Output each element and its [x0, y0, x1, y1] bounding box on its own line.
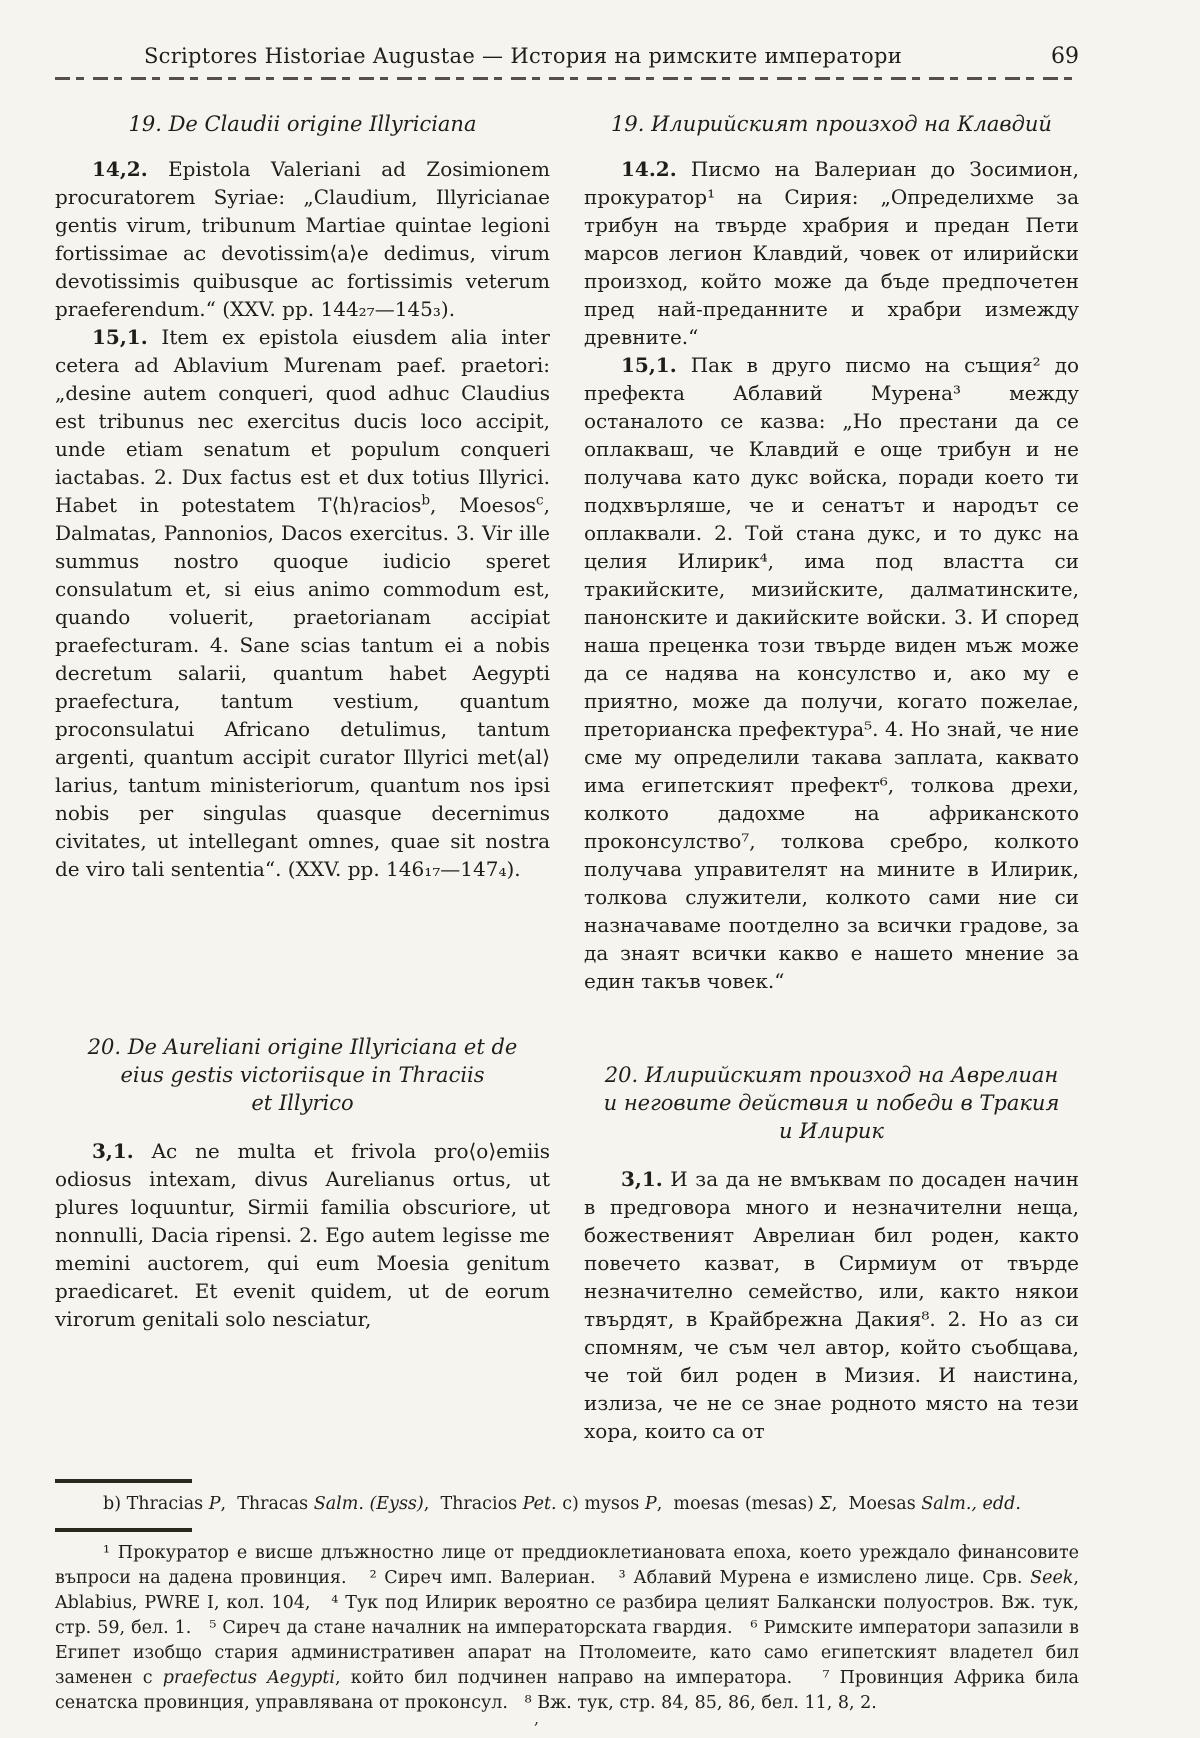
page-footer — [55, 1479, 1079, 1716]
header-rule — [55, 77, 1079, 80]
bulgarian-paragraph-3-1: 3,1. И за да не вмъквам по досаден начин в предговора много и незначителни неща, божественият Аврелиан бил роден, както повечето казват, в Сирмиум от твърде незначително семейство, или, както някои твърдят, в Крайбрежна Дакия⁸. 2. Но аз си спомням, че съм чел автор, който съобщава, че той бил роден в Мизия. И наистина, излиза, че не се знае родното място на тези хора, които са от — [584, 1167, 1079, 1443]
latin-column — [55, 110, 550, 1445]
bulgarian-paragraph-14-2: 14.2. Писмо на Валериан до Зосимион, прокуратор¹ на Сирия: „Определихме за трибун на твърде храбрия и предан Пети марсов легион Клавдий, човек от илирийски произход, който може да бъде предпочетен пред най-преданните и храбри измежду древните.“ — [584, 157, 1079, 349]
apparatus-rule — [55, 1479, 192, 1483]
latin-paragraph-14-2: 14,2. Epistola Valeriani ad Zosimionem procuratorem Syriae: „Claudium, Illyricianae gentis virum, tribunum Martiae quintae legioni fortissimae ac devotissim⟨a⟩e dedimus, virum devotissimis quibusque ac fortissimis veterum praeferendum.“ (XXV. pp. 144₂₇—145₃). — [55, 157, 550, 321]
latin-section20-heading-line2: eius gestis victoriisque in Thraciis — [120, 1063, 485, 1087]
footnotes-block: ¹ Прокуратор е висше длъжностно лице от преддиоклетиановата епоха, което уреждало финансовите въпроси на дадена провинция. ² Сиреч имп. Валериан. ³ Аблавий Мурена е измислено лице. Срв. Seek, Ablabius, PWRE I, кол. 104, ⁴ Тук под Илирик вероятно се разбира целият Балкански полуостров. Вж. тук, стр. 59, бел. 1. ⁵ Сиреч да стане началник на императорската гвардия. ⁶ Римските императори запазили в Египет изобщо стария административен апарат на Птоломеите, като само египетският владетел бил заменен с praefectus Aegypti, който бил подчинен направо на императора. ⁷ Провинция Африка била сенатска провинция, управлявана от проконсул. ⁸ Вж. тук, стр. 84, 85, 86, бел. 11, 8, 2. — [55, 1543, 1079, 1713]
two-column-text — [55, 110, 1079, 1445]
latin-paragraph-15-1: 15,1. Item ex epistola eiusdem alia inter cetera ad Ablavium Murenam paef. praetori: „desine autem conqueri, quod adhuc Claudius est tribunus nec exercitus ducis loco accipit, unde etiam senatum et populum conqueri iactabas. 2. Dux factus est et dux totius Illyrici. Habet in potestatem T⟨h⟩racios$^b$, Moesos$^c$, Dalmatas, Pannonios, Dacos exercitus. 3. Vir ille summus nostro quoque iudicio speret consulatum et, si eius animo commodum est, quando voluerit, praetorianam accipiat praefecturam. 4. Sane scias tantum ei a nobis decretum salarii, quantum habet Aegypti praefectura, tantum vestium, quantum proconsulatui Africano detulimus, tantum argenti, quantum accipit curator Illyrici met⟨al⟩larius, tantum ministeriorum, quantum nos ipsi nobis per singulas quasque decernimus civitates, ut intellegant omnes, quae sit nostra de viro tali sententia“. (XXV. pp. 146₁₇—147₄). — [55, 325, 550, 881]
latin-paragraph-3-1: 3,1. Ac ne multa et frivola pro⟨o⟩emiis odiosus intexam, divus Aurelianus ortus, ut plures loquuntur, Sirmii familia obscuriore, ut nonnulli, Dacia ripensi. 2. Ego autem legisse me memini auctorem, qui eum Moesia genitum praedicaret. Et evenit quidem, ut de eorum virorum genitali solo nesciatur, — [55, 1139, 550, 1331]
bulgarian-section20-heading-line1: 20. Илирийският произход на Аврелиан — [604, 1063, 1059, 1087]
bulgarian-section19-heading: 19. Илирийският произход на Клавдий — [611, 112, 1052, 136]
page-header — [55, 44, 1079, 70]
bulgarian-section20-heading — [584, 1061, 1079, 1145]
bulgarian-section20-heading-line2: и неговите действия и победи в Тракия — [603, 1091, 1060, 1115]
page-number: 69 — [1051, 44, 1079, 69]
bulgarian-section20-heading-line3: и Илирик — [779, 1119, 884, 1143]
running-title: Scriptores Historiae Augustae — История на римските императори — [143, 44, 903, 68]
latin-section20-heading-line1: 20. De Aureliani origine Illyriciana et de — [87, 1035, 518, 1059]
bulgarian-paragraph-15-1: 15,1. Пак в друго писмо на същия² до префекта Аблавий Мурена³ между останалото се казва: „Но престани да се оплакваш, че Клавдий е още трибун и не получава като дукс войска, поради което ти подхвърляше, че и сенатът и народът се оплаквали. 2. Той стана дукс, и то дукс на целия Илирик⁴, има под властта си тракийските, мизийските, далматинските, панонските и дакийските войски. 3. И според наша преценка този твърде виден мъж може да се надява на консулство и, ако му е приятно, може да получи, когато пожелае, преторианска префектура⁵. 4. Но знай, че ние сме му определили такава заплата, каквато има египетският префект⁶, толкова дрехи, колкото дадохме на африканското проконсулство⁷, толкова сребро, колкото получава управителят на мините в Илирик, толкова служители, колкото сами ние си назначаваме поотделно за всички градове, за да знаят всички какво е нашето мнение за един такъв човек.“ — [584, 353, 1079, 993]
bulgarian-column — [584, 110, 1079, 1445]
latin-section20-heading — [55, 1033, 550, 1117]
apparatus-note: b) Thracias P, Thracas Salm. (Eyss), Thracios Pet. c) mysos P, moesas (mesas) Σ, Moesas Salm., edd. — [103, 1494, 1021, 1514]
latin-section20-heading-line3: et Illyrico — [251, 1091, 354, 1115]
latin-section19-heading: 19. De Claudii origine Illyriciana — [128, 112, 477, 136]
print-artifact: , — [534, 1709, 540, 1728]
footnote-rule — [55, 1528, 192, 1532]
